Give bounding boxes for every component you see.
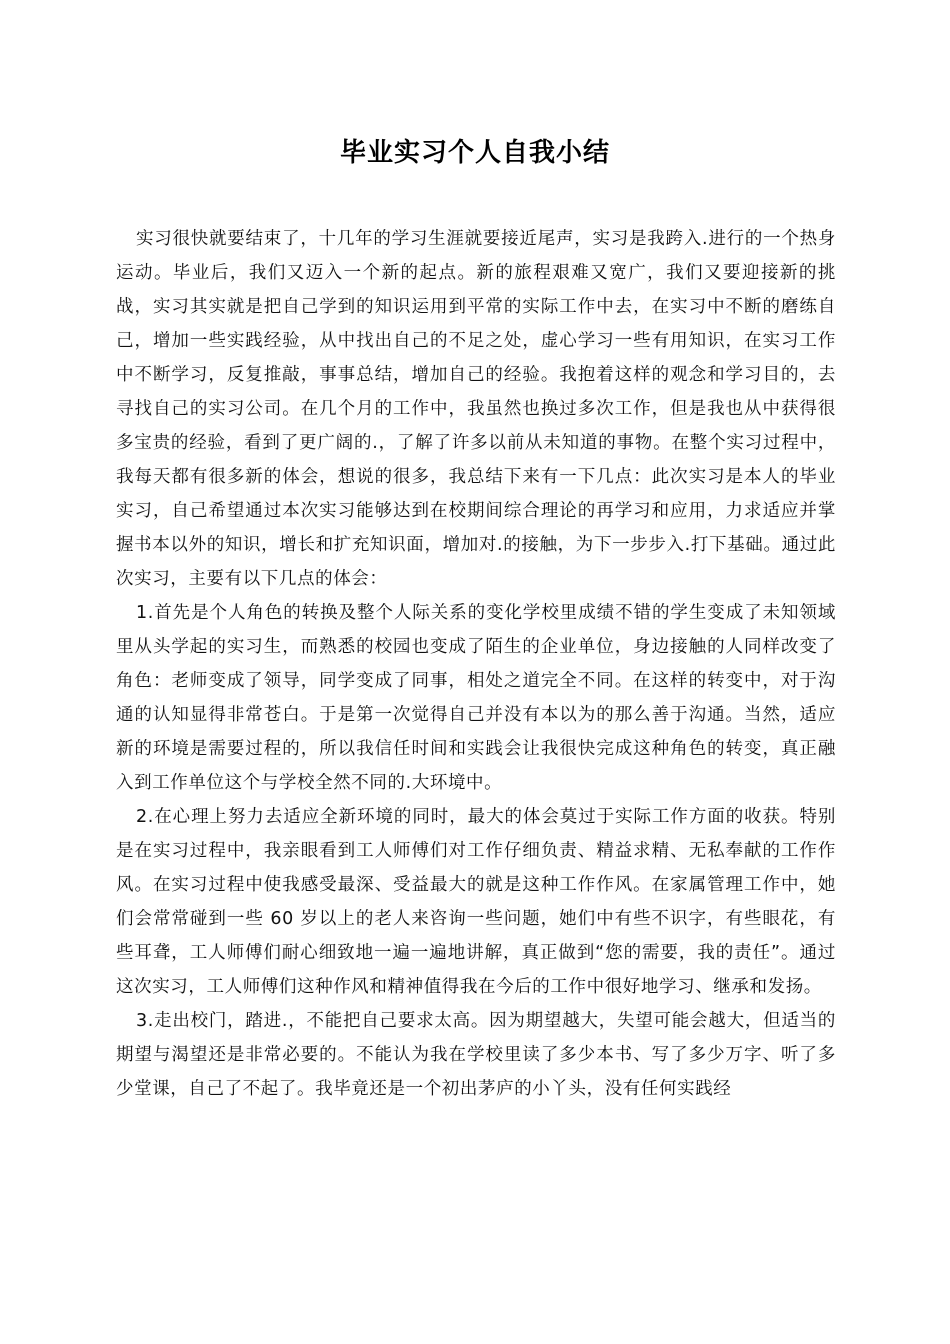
paragraph-point-1: 1.首先是个人角色的转换及整个人际关系的变化学校里成绩不错的学生变成了未知领域里从头学起的实习生，而熟悉的校园也变成了陌生的企业单位，身边接触的人同样改变了角色：老师变成了领导，同学变成了同事，相处之道完全不同。在这样的转变中，对于沟通的认知显得非常苍白。于是第一次觉得自己并没有本以为的那么善于沟通。当然，适应新的环境是需要过程的，所以我信任时间和实践会让我很快完成这种角色的转变，真正融入到工作单位这个与学校全然不同的.大环境中。 <box>116 603 836 793</box>
paragraph-intro: 实习很快就要结束了，十几年的学习生涯就要接近尾声，实习是我跨入.进行的一个热身运动。毕业后，我们又迈入一个新的起点。新的旅程艰难又宽广，我们又要迎接新的挑战，实习其实就是把自己学到的知识运用到平常的实际工作中去，在实习中不断的磨练自己，增加一些实践经验，从中找出自己的不足之处，虚心学习一些有用知识，在实习工作中不断学习，反复推敲，事事总结，增加自己的经验。我抱着这样的观念和学习目的，去寻找自己的实习公司。在几个月的工作中，我虽然也换过多次工作，但是我也从中获得很多宝贵的经验，看到了更广阔的.，了解了许多以前从未知道的事物。在整个实习过程中，我每天都有很多新的体会，想说的很多，我总结下来有一下几点：此次实习是本人的毕业实习，自己希望通过本次实习能够达到在校期间综合理论的再学习和应用，力求适应并掌握书本以外的知识，增长和扩充知识面，增加对.的接触，为下一步步入.打下基础。通过此次实习，主要有以下几点的体会： <box>116 229 836 589</box>
paragraph-point-3: 3.走出校门，踏进.，不能把自己要求太高。因为期望越大，失望可能会越大，但适当的期望与渴望还是非常必要的。不能认为我在学校里读了多少本书、写了多少万字、听了多少堂课，自己了不起了。我毕竟还是一个初出茅庐的小丫头，没有任何实践经 <box>116 1011 836 1099</box>
document-title: 毕业实习个人自我小结 <box>339 138 610 168</box>
paragraph-point-2: 2.在心理上努力去适应全新环境的同时，最大的体会莫过于实际工作方面的收获。特别是在实习过程中，我亲眼看到工人师傅们对工作仔细负责、精益求精、无私奉献的工作作风。在实习过程中使我感受最深、受益最大的就是这种工作作风。在家属管理工作中，她们会常常碰到一些 60 岁以上的老人来咨询一些问题，她们中有些不识字，有些眼花，有些耳聋，工人师傅们耐心细致地一遍一遍地讲解，真正做到“您的需要，我的责任”。通过这次实习，工人师傅们这种作风和精神值得我在今后的工作中很好地学习、继承和发扬。 <box>116 807 836 997</box>
document-body <box>116 222 836 1106</box>
